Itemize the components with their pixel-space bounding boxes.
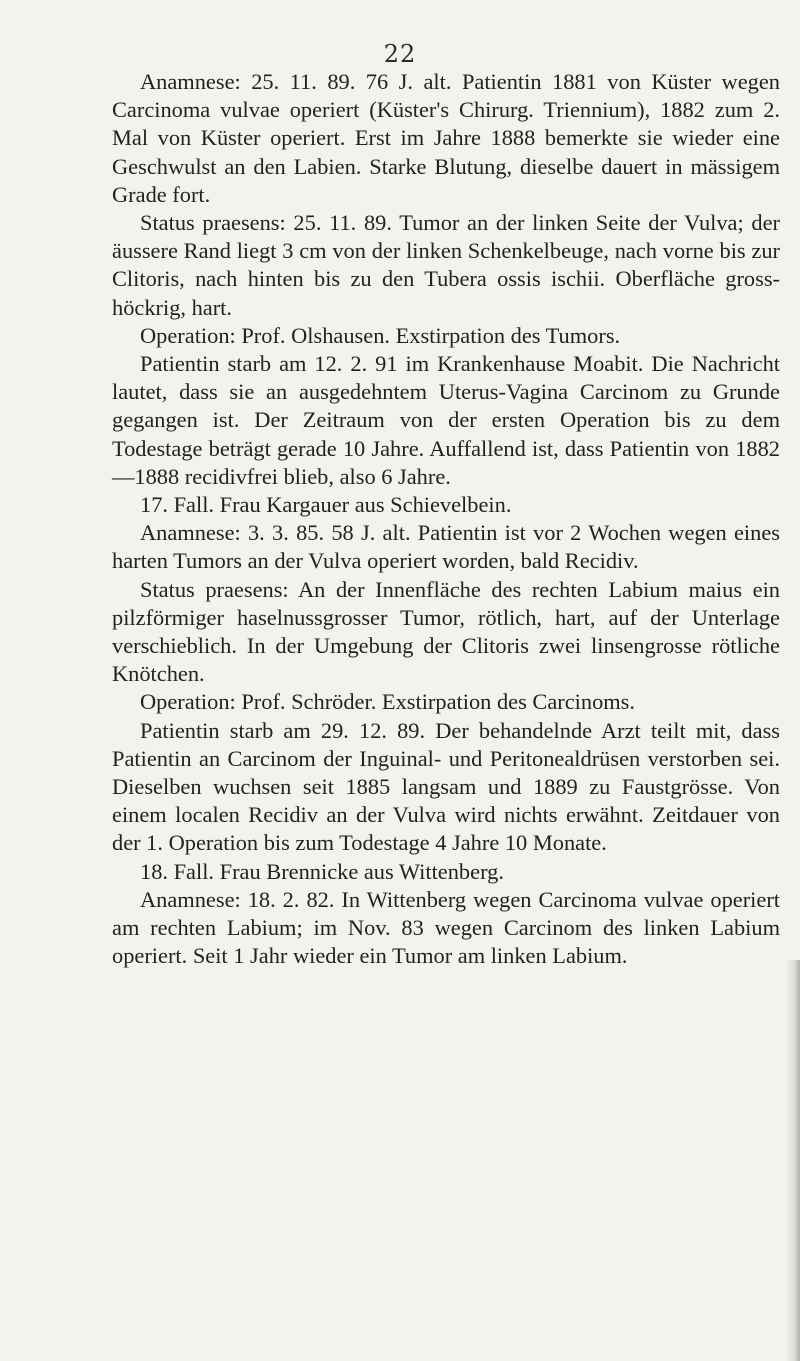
page-edge-shadow bbox=[786, 960, 800, 1361]
paragraph-outcome-16: Patientin starb am 12. 2. 91 im Krankenhause Moabit. Die Nachricht lautet, dass sie an ausgedehntem Uterus-Vagina Carcinom zu Grunde gegangen ist. Der Zeitraum von der ersten Operation bis zu dem Todestage beträgt gerade 10 Jahre. Auffallend ist, dass Patientin von 1882—1888 recidivfrei blieb, also 6 Jahre. bbox=[112, 351, 780, 489]
body-text bbox=[112, 68, 780, 971]
case-heading-18: 18. Fall. Frau Brennicke aus Wittenberg. bbox=[140, 858, 504, 884]
paragraph-outcome-17: Patientin starb am 29. 12. 89. Der behandelnde Arzt teilt mit, dass Patientin an Carcinom der Inguinal- und Peritonealdrüsen verstorben sei. Dieselben wuchsen seit 1885 langsam und 1889 zu Faustgrösse. Von einem localen Recidiv an der Vulva wird nichts erwähnt. Zeitdauer von der 1. Operation bis zum Todestage 4 Jahre 10 Monate. bbox=[112, 717, 780, 856]
paragraph-operation-17: Operation: Prof. Schröder. Exstirpation des Carcinoms. bbox=[140, 689, 635, 715]
paragraph-status-17: Status praesens: An der Innenfläche des rechten Labium maius ein pilzförmiger haselnussgrosser Tumor, rötlich, hart, auf der Unterlage verschieblich. In der Umgebung der Clitoris zwei linsengrosse rötliche Knötchen. bbox=[112, 576, 780, 687]
page-number: 22 bbox=[383, 40, 417, 68]
paragraph-anamnese-17: Anamnese: 3. 3. 85. 58 J. alt. Patientin ist vor 2 Wochen wegen eines harten Tumors an der Vulva operiert worden, bald Recidiv. bbox=[112, 520, 780, 574]
paragraph-anamnese-18: Anamnese: 18. 2. 82. In Wittenberg wegen Carcinoma vulvae operiert am rechten Labium; im Nov. 83 wegen Carcinom des linken Labium operiert. Seit 1 Jahr wieder ein Tumor am linken Labium. bbox=[112, 886, 780, 969]
paragraph-status-16: Status praesens: 25. 11. 89. Tumor an der linken Seite der Vulva; der äussere Rand liegt 3 cm von der linken Schenkelbeuge, nach vorne bis zur Clitoris, nach hinten bis zu den Tubera ossis ischii. Oberfläche gross-höckrig, hart. bbox=[112, 210, 780, 320]
paragraph-operation-16: Operation: Prof. Olshausen. Exstirpation des Tumors. bbox=[140, 322, 621, 348]
paragraph-anamnese-16: Anamnese: 25. 11. 89. 76 J. alt. Patientin 1881 von Küster wegen Carcinoma vulvae operiert (Küster's Chirurg. Triennium), 1882 zum 2. Mal von Küster operiert. Erst im Jahre 1888 bemerkte sie wieder eine Geschwulst an den Labien. Starke Blutung, dieselbe dauert in mässigem Grade fort. bbox=[112, 69, 780, 207]
case-heading-17: 17. Fall. Frau Kargauer aus Schievelbein. bbox=[140, 492, 512, 518]
